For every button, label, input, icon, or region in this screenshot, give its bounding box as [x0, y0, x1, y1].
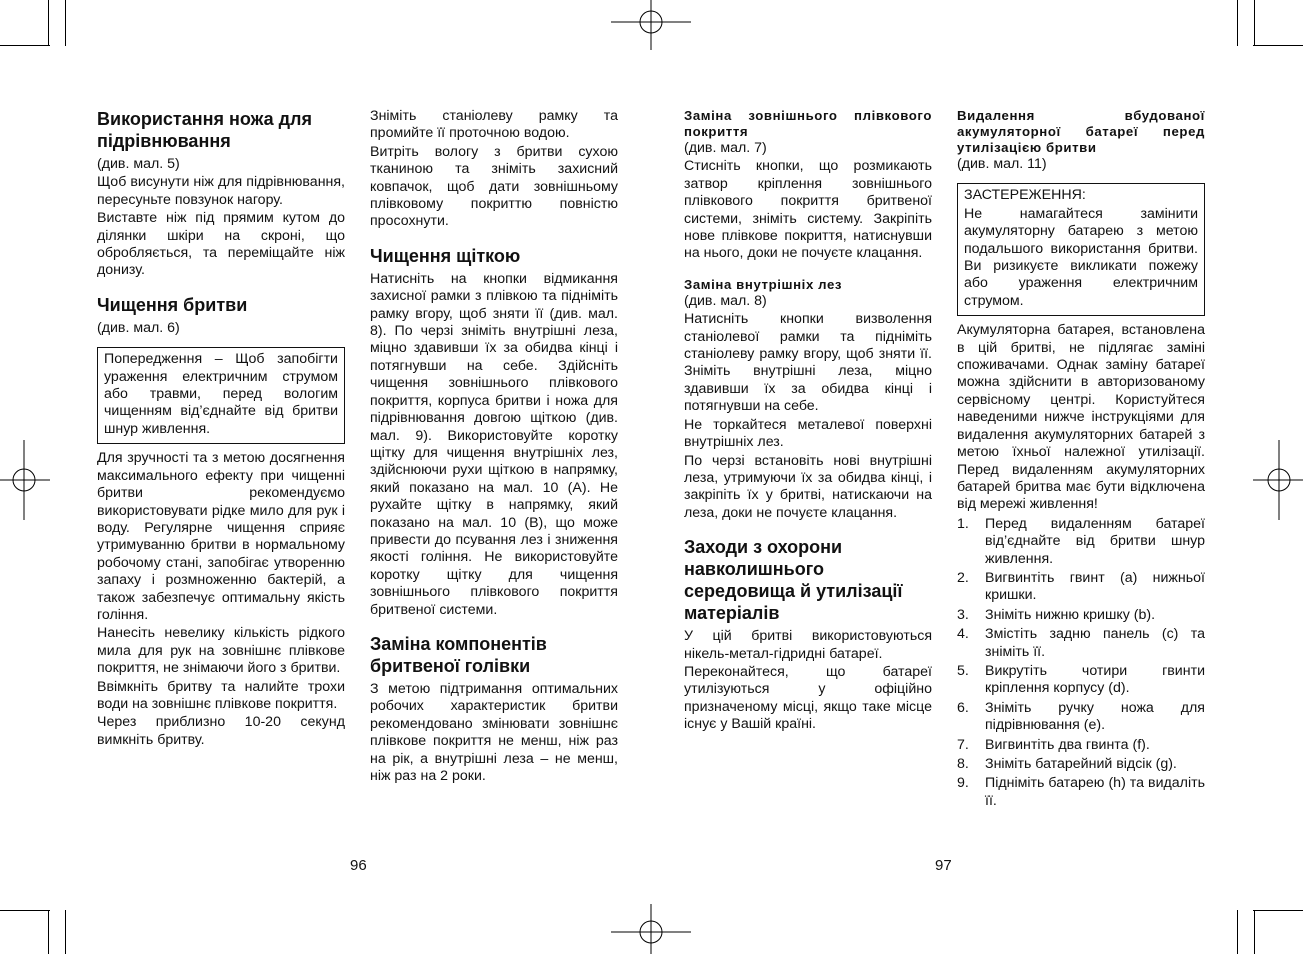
- paragraph: У цій бритві використовуються нікель-метал-гідридні батареї.: [684, 628, 932, 662]
- list-item: 5. Викрутіть чотири гвинти кріплення корпусу (d).: [957, 662, 1205, 697]
- ref-fig5: (див. мал. 5): [97, 156, 180, 172]
- caution-title: ЗАСТЕРЕЖЕННЯ:: [964, 187, 1086, 204]
- paragraph: Стисніть кнопки, що розмикають затвор кріплення зовнішнього плівкового покриття бритвеної системи, зніміть систему. Закріпіть нове плівкове покриття, натиснувши на нього, доки не почуєте клацання.: [684, 158, 932, 262]
- list-item: 7. Вигвинтіть два гвинта (f).: [957, 736, 1150, 753]
- crop-mark: [48, 910, 49, 954]
- crop-mark: [1237, 0, 1238, 46]
- paragraph: Зніміть станіолеву рамку та промийте її проточною водою.: [370, 108, 618, 142]
- registration-mark-left: [0, 440, 50, 520]
- paragraph: Нанесіть невелику кількість рідкого мила для рук на зовнішнє плівкове покриття, не знімаючи його з бритви.: [97, 625, 345, 677]
- steps-list: [957, 516, 1205, 811]
- heading-outer-foil: Заміна зовнішнього плівкового покриття: [684, 108, 932, 139]
- heading-brush-cleaning: Чищення щіткою: [370, 245, 521, 266]
- warning-box: [97, 347, 345, 444]
- heading-replacement: Заміна компонентів бритвеної голівки: [370, 633, 547, 676]
- crop-mark: [1254, 910, 1255, 954]
- registration-mark-bottom: [611, 904, 691, 954]
- crop-mark: [48, 0, 49, 46]
- list-item: 3. Зніміть нижню кришку (b).: [957, 606, 1156, 623]
- heading-trimmer: Використання ножа для підрівнювання: [97, 109, 312, 151]
- warning-text: Попередження – Щоб запобігти ураження електричним струмом або травми, перед вологим чищенням від’єднайте від бритви шнур живлення.: [104, 351, 338, 437]
- paragraph: Не торкайтеся металевої поверхні внутрішніх лез.: [684, 416, 932, 451]
- heading-battery-removal: Видалення вбудованої акумуляторної батареї перед утилізацією бритви: [957, 108, 1205, 155]
- heading-cleaning: Чищення бритви: [97, 294, 248, 315]
- paragraph: З метою підтримання оптимальних робочих характеристик бритви рекомендовано змінювати зовнішнє плівкове покриття не менш, ніж раз на рік, а внутрішні леза – не менш, ніж раз на 2 роки.: [370, 680, 618, 784]
- page-number-right: 97: [935, 857, 952, 874]
- paragraph: Щоб висунути ніж для підрівнювання, пересуньте повзунок нагору.: [97, 174, 345, 208]
- registration-mark-top: [611, 0, 691, 50]
- paragraph: Натисніть на кнопки відмикання захисної рамки з плівкою та підніміть рамку вгору, щоб зняти її (див. мал. 8). По черзі зніміть внутрішні леза, міцно здавивши їх за обидва кінці і потягнувши на себе. Здійсніть чищення зовнішнього плівкового покриття, корпуса бритви і ножа для підрівнювання довгою щіткою (див. мал. 9). Використовуйте коротку щітку для чищення внутрішніх лез, здійснюючи рухи щіткою в напрямку, який показано на мал. 10 (А). Не рухайте щітку в напрямку, який показано на мал. 10 (В), що може привести до псування лез і зниження якості гоління. Не використовуйте коротку щітку для чищення зовнішнього плівкового покриття бритвеної системи.: [370, 270, 618, 618]
- crop-mark: [1237, 910, 1238, 954]
- paragraph: Ввімкніть бритву та налийте трохи води на зовнішнє плівкове покриття.: [97, 678, 345, 712]
- page-number-left: 96: [350, 857, 367, 874]
- column-3: [684, 108, 932, 734]
- ref-fig8: (див. мал. 8): [684, 292, 767, 309]
- list-item: 4. Змістіть задню панель (c) та зніміть її.: [957, 626, 1205, 660]
- list-item: 2. Вигвинтіть гвинт (a) нижньої кришки.: [957, 569, 1205, 604]
- heading-environment: Заходи з охорони навколишнього середовища й утилізації матеріалів: [684, 537, 903, 624]
- paragraph: Виставте ніж під прямим кутом до ділянки шкіри на скроні, що обробляється, та переміщайте ніж донизу.: [97, 210, 345, 279]
- crop-mark: [1253, 910, 1303, 911]
- list-item: 1. Перед видаленням батареї від’єднайте від бритви шнур живлення.: [957, 515, 1205, 567]
- column-4: [957, 108, 1205, 812]
- crop-mark: [65, 910, 66, 954]
- crop-mark: [1253, 45, 1303, 46]
- paragraph: Переконайтеся, що батареї утилізуються у офіційно призначеному місці, якщо таке місце існує у Вашій країні.: [684, 663, 932, 733]
- list-item: 8. Зніміть батарейний відсік (g).: [957, 756, 1177, 772]
- heading-inner-blades: Заміна внутрішніх лез: [684, 276, 843, 292]
- crop-mark: [1254, 0, 1255, 46]
- crop-mark: [0, 45, 50, 46]
- list-item: 6. Зніміть ручку ножа для підрівнювання (e).: [957, 699, 1205, 734]
- crop-mark: [0, 910, 50, 911]
- ref-fig7: (див. мал. 7): [684, 140, 767, 156]
- caution-text: Не намагайтеся замінити акумуляторну батарею з метою подальшого використання бритви. Ви ризикуєте викликати пожежу або ураження електричним струмом.: [964, 205, 1198, 309]
- paragraph: Акумуляторна батарея, встановлена в цій бритві, не підлягає заміні споживачами. Однак заміну батареї можна здійснити в авторизованому сервісному центрі. Користуйтеся наведеними нижче інструкціями для видалення акумуляторних батарей з метою їхньої належної утилізації. Перед видаленням акумуляторних батарей бритва має бути відключена від мережі живлення!: [957, 322, 1205, 513]
- crop-mark: [65, 0, 66, 46]
- paragraph: Натисніть кнопки визволення станіолевої рамки та підніміть станіолеву рамку вгору, щоб зняти її. Зніміть внутрішні леза, міцно здавивши їх за обидва кінці і потягнувши на себе.: [684, 311, 932, 415]
- ref-fig11: (див. мал. 11): [957, 156, 1047, 172]
- ref-fig6: (див. мал. 6): [97, 319, 180, 336]
- column-1: [97, 108, 345, 749]
- paragraph: По черзі встановіть нові внутрішні леза, утримуючи їх за обидва кінці, і закріпіть їх у бритві, натискаючи на леза, доки не почуєте клацання.: [684, 452, 932, 521]
- column-2: [370, 108, 618, 785]
- list-item: 9. Підніміть батарею (h) та видаліть її.: [957, 775, 1205, 809]
- paragraph: Витріть вологу з бритви сухою тканиною та зніміть захисний ковпачок, щоб дати зовнішньому плівковому покриттю повністю просохнути.: [370, 143, 618, 230]
- paragraph: Для зручності та з метою досягнення максимального ефекту при чищенні бритви рекомендуємо використовувати рідке мило для рук і воду. Регулярне чищення сприяє утримуванню бритви в нормальному робочому стані, запобігає утворенню запаху і розмноженню бактерій, а також забезпечує оптимальну якість гоління.: [97, 450, 345, 623]
- caution-box: [957, 183, 1205, 316]
- registration-mark-right: [1253, 440, 1303, 520]
- paragraph: Через приблизно 10-20 секунд вимкніть бритву.: [97, 714, 345, 748]
